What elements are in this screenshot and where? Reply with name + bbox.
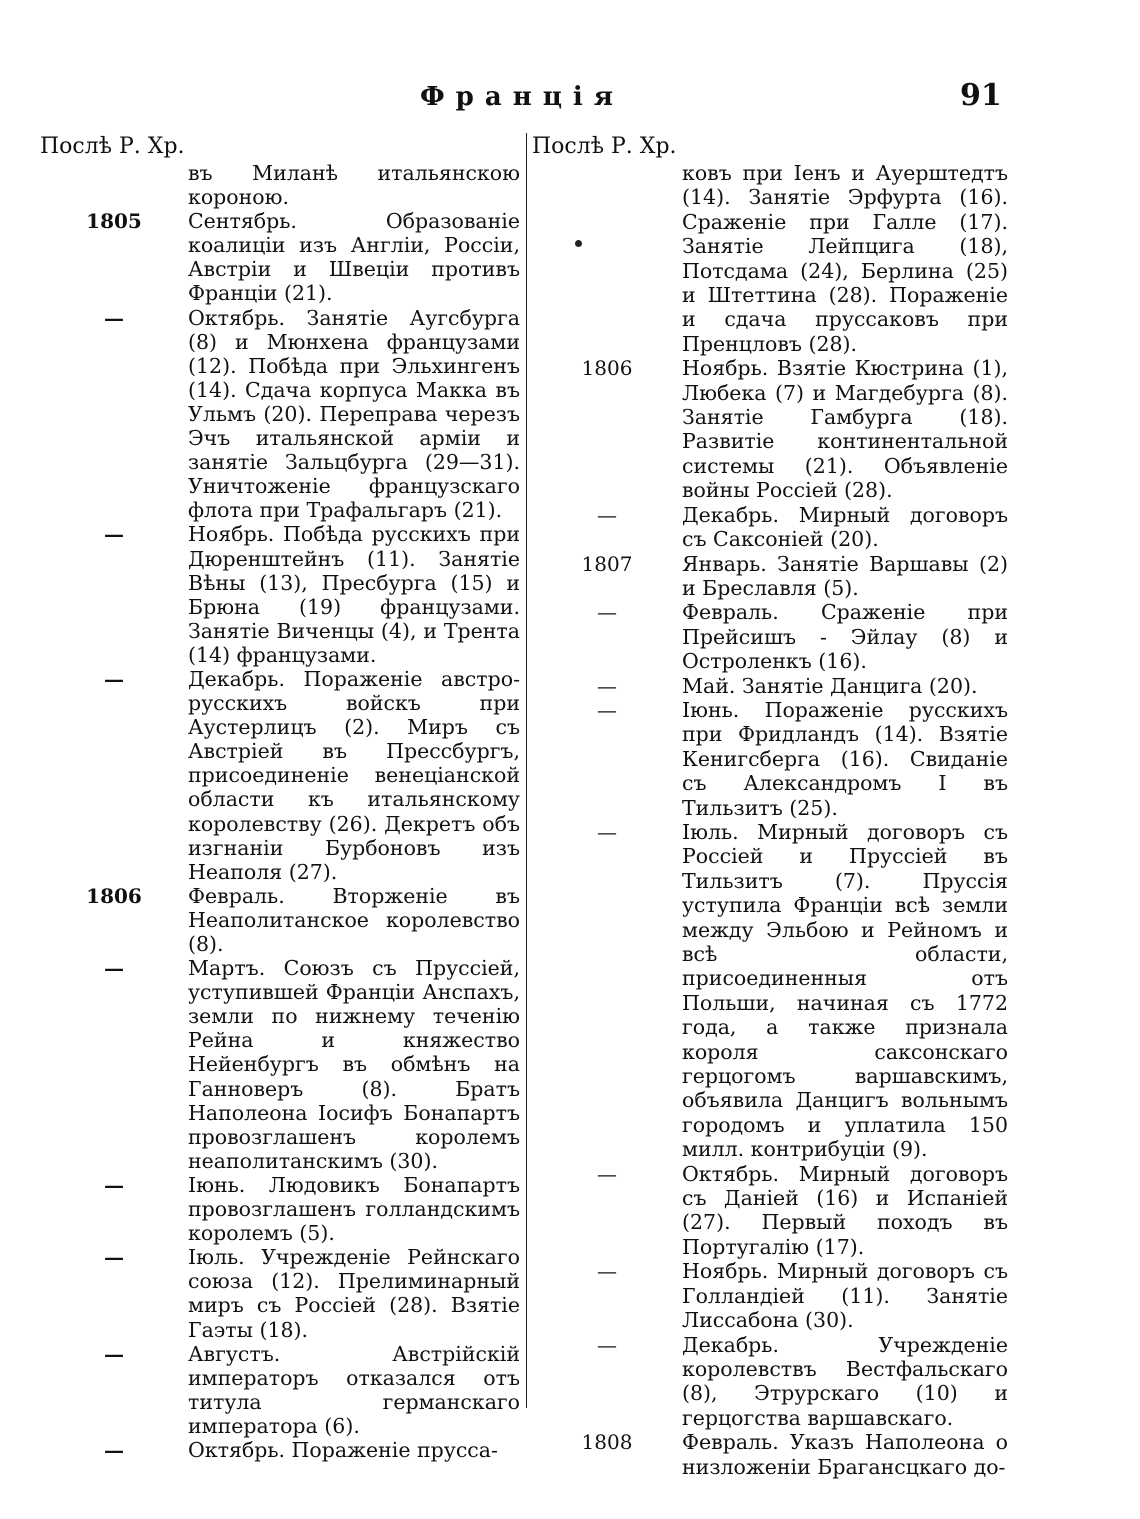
chronology-entry [40, 667, 520, 884]
entry-date: — [597, 1259, 617, 1284]
column-divider [526, 133, 527, 1408]
print-speck [575, 240, 582, 247]
entry-date: — [597, 1161, 617, 1186]
entry-date: 1806 [86, 883, 142, 908]
entry-date: — [104, 522, 124, 547]
entry-text: Декабрь. Мирный договоръ съ Саксоніей (20). [682, 502, 1008, 552]
entry-date: 1808 [581, 1430, 633, 1455]
running-title: Франція [420, 82, 625, 112]
entry-text: Іюль. Мирный договоръ съ Россіей и Пруссіей въ Тильзитъ (7). Пруссія уступила Франціи всѣ земли между Эльбою и Рейномъ и всѣ области, присоединенныя отъ Польши, начиная съ 1772 года, а также признала короля саксонскаго герцогомъ варшавскимъ, объявила Данцигъ вольнымъ городомъ и уплатила 150 милл. контрибуціи (9). [682, 819, 1008, 1162]
chronology-entry [40, 956, 520, 1173]
entry-text: ковъ при Іенъ и Ауерштедтъ (14). Занятіе Эрфурта (16). Сраженіе при Галле (17). Занятіе Лейпцига (18), Потсдама (24), Берлина (25) и Штеттина (28). Пораженіе и сдача пруссаковъ при Пренцловъ (28). [682, 161, 1008, 356]
chronology-entry [532, 674, 1008, 698]
entry-date: 1806 [581, 356, 633, 381]
entry-text: Октябрь. Занятіе Аугсбурга (8) и Мюнхена французами (12). Побѣда при Эльхингенъ (14). Сдача корпуса Макка въ Ульмъ (20). Переправа черезъ Эчъ итальянской арміи и занятіе Зальцбурга (29—31). Уничтоженіе французскаго флота при Трафальгаръ (21). [188, 305, 520, 523]
chronology-entry [532, 698, 1008, 820]
entry-date: — [597, 502, 617, 527]
chronology-entry [532, 1259, 1008, 1332]
entry-date: — [104, 1172, 124, 1197]
entry-text: Октябрь. Мирный договоръ съ Даніей (16) и Испаніей (27). Первый походъ въ Португалію (17). [682, 1161, 1008, 1259]
entry-text: Іюнь. Пораженіе русскихъ при Фридландъ (14). Взятіе Кенигсберга (16). Свиданіе съ Александромъ I въ Тильзитъ (25). [682, 697, 1008, 820]
entry-date: — [104, 305, 124, 330]
column-heading: Послѣ Р. Хр. [40, 134, 185, 159]
chronology-entry [40, 1245, 520, 1341]
entry-text: Ноябрь. Мирный договоръ съ Голландіей (11). Занятіе Лиссабона (30). [682, 1259, 1008, 1333]
chronology-entry [532, 1430, 1008, 1479]
entry-text: Іюнь. Людовикъ Бонапартъ провозглашенъ голландскимъ королемъ (5). [188, 1172, 520, 1246]
entry-date: — [597, 1332, 617, 1357]
chronology-entry [40, 306, 520, 523]
entry-text: Февраль. Вторженіе въ Неаполитанское королевство (8). [188, 883, 520, 956]
chronology-entry [532, 1162, 1008, 1260]
chronology-entry [532, 600, 1008, 673]
chronology-entry [40, 884, 520, 956]
entry-text: Январь. Занятіе Варшавы (2) и Бреславля (5). [682, 551, 1008, 600]
entry-text: Ноябрь. Взятіе Кюстрина (1), Любека (7) и Магдебурга (8). Занятіе Гамбурга (18). Развитіе континентальной системы (21). Объявленіе войны Россіей (28). [682, 356, 1008, 503]
chronology-entry [532, 161, 1008, 356]
entry-date: — [104, 1245, 124, 1270]
chronology-entry [532, 820, 1008, 1162]
entry-date: 1805 [86, 209, 142, 234]
entry-text: Августъ. Австрійскій императоръ отказался отъ титула германскаго императора (6). [188, 1341, 520, 1438]
entry-date: 1807 [581, 551, 633, 576]
entry-date: — [597, 697, 617, 722]
chronology-entry [40, 1342, 520, 1438]
chronology-entry [532, 503, 1008, 552]
entry-text: Февраль. Указъ Наполеона о низложеніи Брагансцкаго до- [682, 1430, 1008, 1479]
chronology-entry [40, 522, 520, 667]
page-header [0, 78, 1140, 122]
chronology-entry [40, 161, 520, 209]
right-column [532, 133, 1008, 1479]
entry-text: Ноябрь. Побѣда русскихъ при Дюренштейнъ (11). Занятіе Вѣны (13), Пресбурга (15) и Брюна (19) французами. Занятіе Виченцы (4), и Трента (14) французами. [188, 522, 520, 667]
entry-text: Декабрь. Пораженіе австро-русскихъ войскъ при Аустерлицъ (2). Миръ съ Австріей въ Прессбургъ, присоединеніе венеціанской области къ итальянскому королевству (26). Декретъ объ изгнаніи Бурбоновъ изъ Неаполя (27). [188, 666, 520, 884]
entry-text: Май. Занятіе Данцига (20). [682, 673, 978, 698]
chronology-entry [532, 356, 1008, 502]
chronology-entry [532, 552, 1008, 601]
left-column [40, 133, 520, 1462]
chronology-entry [40, 1438, 520, 1462]
entry-text: въ Миланѣ итальянскою короною. [188, 161, 520, 210]
entry-date: — [597, 600, 617, 625]
entry-text: Декабрь. Учрежденіе королевствъ Вестфальскаго (8), Этрурскаго (10) и герцогства варшавскаго. [682, 1332, 1008, 1430]
chronology-entry [40, 1173, 520, 1245]
chronology-entry [532, 1333, 1008, 1431]
entry-text: Іюль. Учрежденіе Рейнскаго союза (12). Прелиминарный миръ съ Россіей (28). Взятіе Гаэты (18). [188, 1245, 520, 1342]
entry-text: Февраль. Сраженіе при Прейсишъ - Эйлау (8) и Остроленкъ (16). [682, 600, 1008, 674]
column-heading: Послѣ Р. Хр. [532, 134, 677, 159]
entry-date: — [104, 1341, 124, 1366]
entry-date: — [104, 1437, 124, 1462]
page-number: 91 [960, 78, 1002, 113]
entry-text: Сентябрь. Образованіе коалиціи изъ Англіи, Россіи, Австріи и Швеціи противъ Франціи (21). [188, 209, 520, 306]
entry-date: — [104, 666, 124, 691]
entry-date: — [597, 673, 617, 698]
entry-text: Мартъ. Союзъ съ Пруссіей, уступившей Франціи Анспахъ, земли по нижнему теченію Рейна и княжество Нейенбургъ въ обмѣнъ на Ганноверъ (8). Братъ Наполеона Іосифъ Бонапартъ провозглашенъ королемъ неаполитанскимъ (30). [188, 956, 520, 1173]
chronology-entry [40, 209, 520, 305]
entry-date: — [104, 956, 124, 981]
entry-text: Октябрь. Пораженіе прусса- [188, 1437, 498, 1462]
entry-date: — [597, 819, 617, 844]
